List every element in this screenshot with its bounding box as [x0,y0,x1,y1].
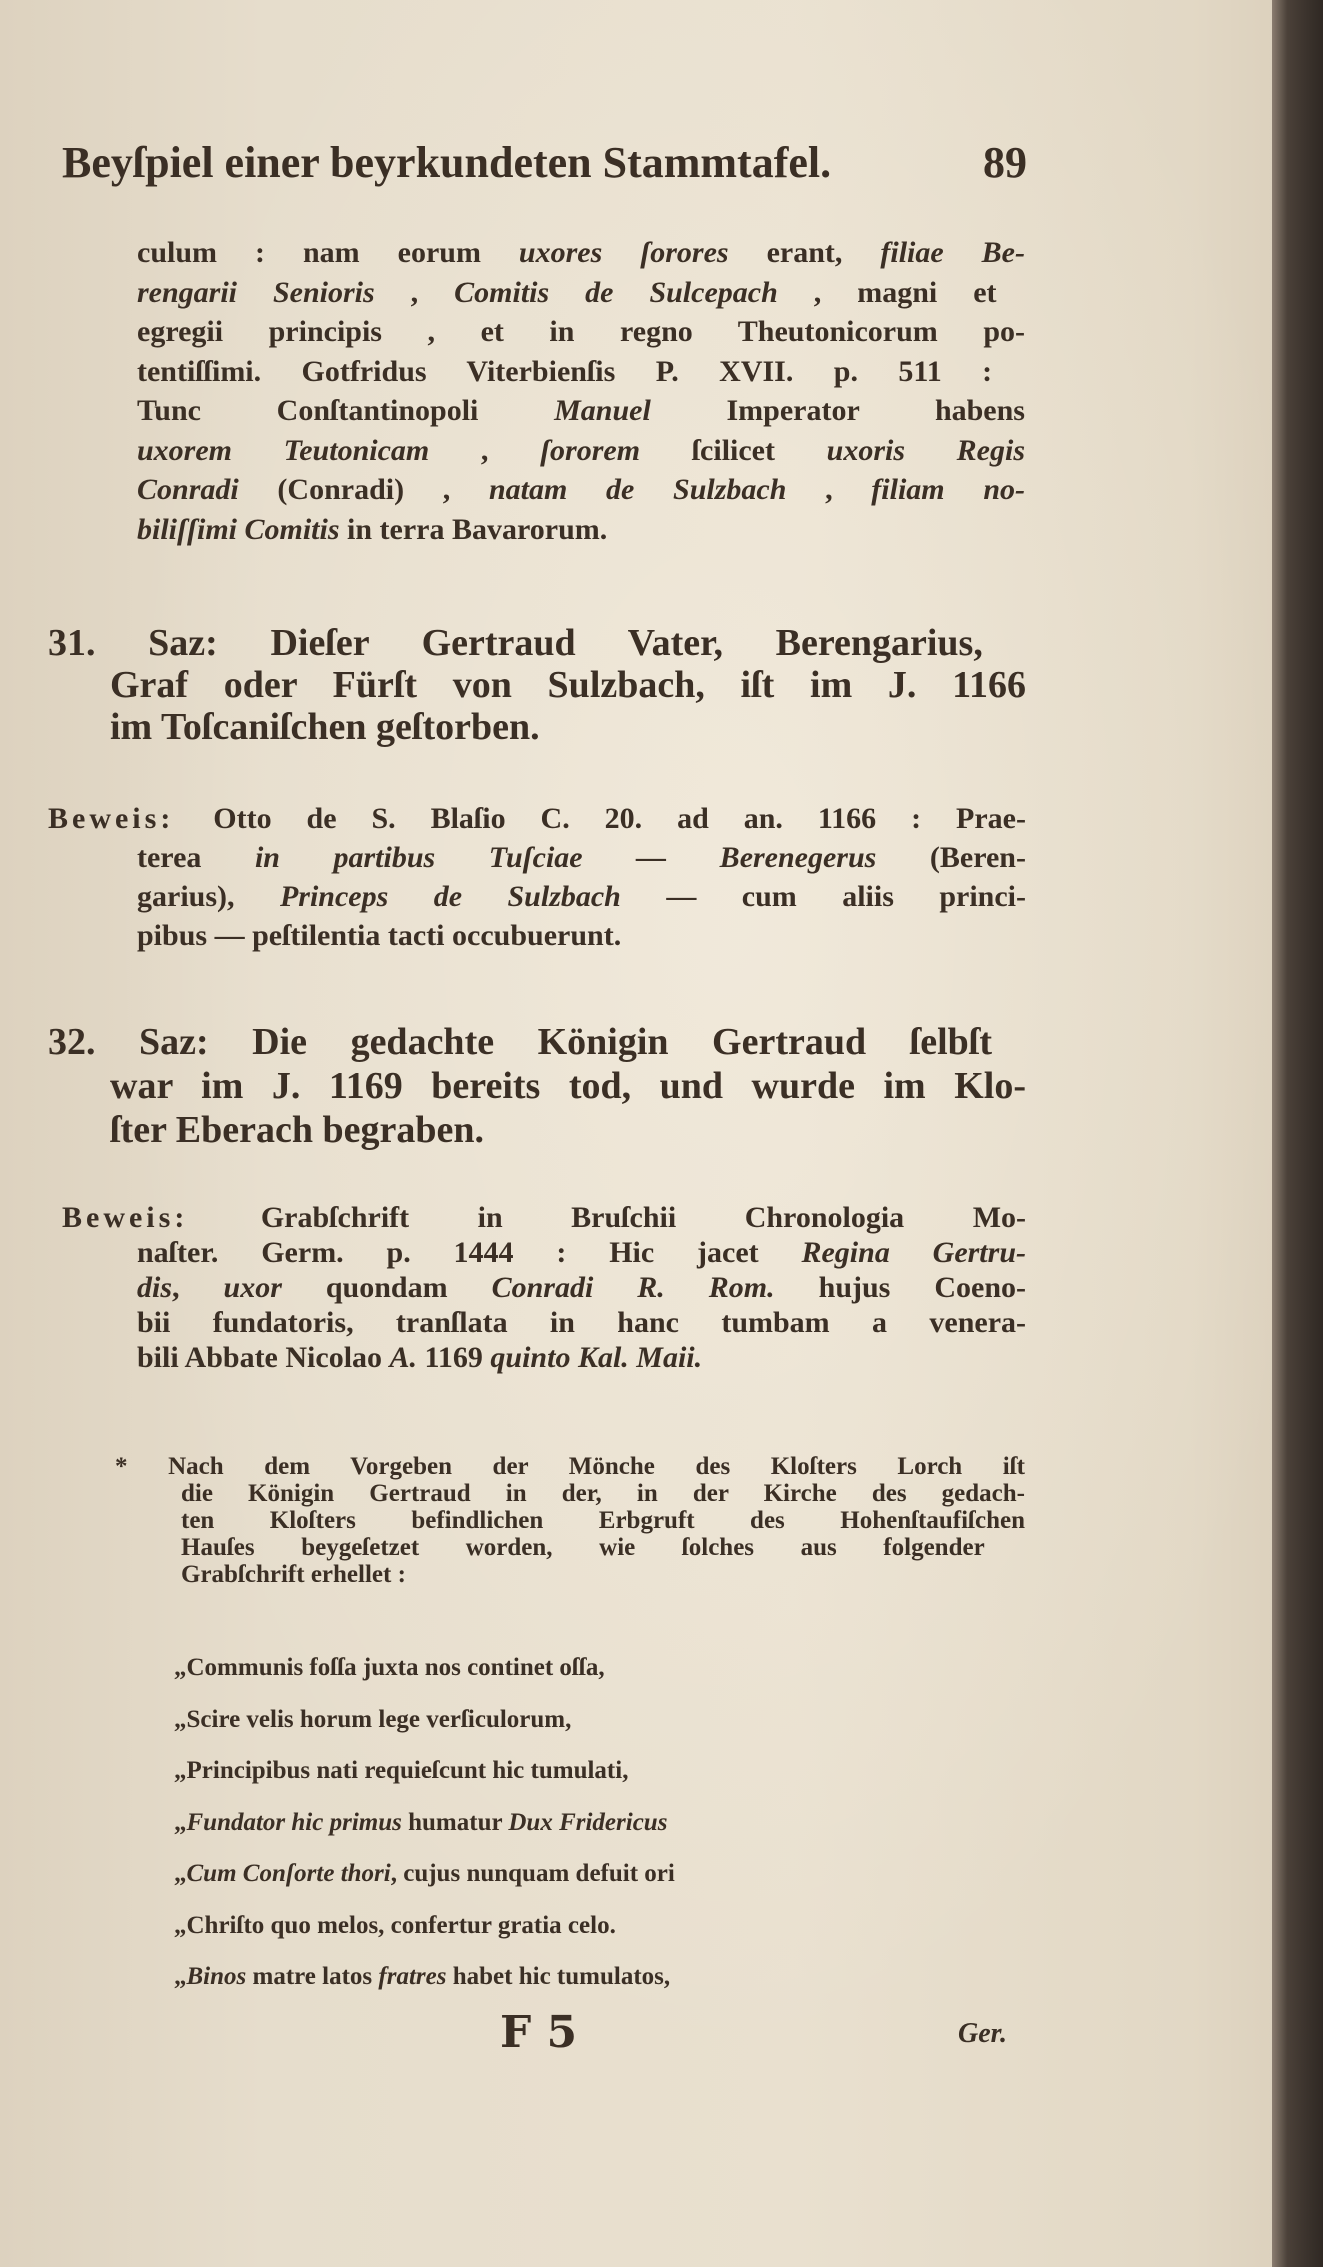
text-line [48,799,1026,838]
italic-text: Princeps de Sulzbach [279,880,621,913]
line-content [181,1480,1025,1507]
line-content [137,470,1025,510]
text-span: „Scire velis horum lege verſiculorum, [174,1705,572,1733]
text-line [62,1235,1026,1270]
italic-text: uxores ſorores [518,236,729,269]
italic-text: filiae Be- [880,236,1025,269]
italic-text: biliſſimi Comitis [137,512,340,546]
text-line [48,622,1026,664]
line-content [137,838,1026,877]
text-line [174,1642,934,1694]
line-content [48,1020,992,1064]
line-content [137,1270,1026,1305]
line-content [137,391,1025,431]
text-line [137,352,1025,392]
line-content [62,1200,1026,1235]
text-span: „ [174,1963,187,1990]
text-line [48,1020,1026,1064]
text-line [62,1270,1026,1305]
text-line [62,1305,1026,1340]
italic-text: Conradi R. Rom. [491,1271,775,1304]
text-span: humatur [401,1808,509,1836]
text-span: garius), [137,880,280,913]
page-number: 89 [983,138,1027,187]
proof-label: Beweis: [48,802,214,835]
text-span: , [172,1271,224,1304]
text-span: Hauſes beygeſetzet worden, wie ſolches aus folgender [181,1534,985,1561]
line-content [110,664,1026,706]
text-span: quondam [281,1271,492,1304]
line-content [48,799,1026,838]
text-span: Grabſchrift erhellet : [181,1561,406,1588]
line-content [181,1507,1025,1534]
line-content [174,1797,667,1849]
italic-text: uxoris Regis [826,433,1026,467]
signature-mark: F 5 [500,2007,578,2058]
text-line [48,664,1026,706]
text-line [115,1534,1025,1561]
text-line [115,1507,1025,1534]
text-line [48,1108,1026,1152]
line-content [137,273,997,313]
line-content [137,510,607,550]
text-span: tentiſſimi. Gotfridus Viterbienſis P. XVII. p. 511 : [137,354,993,388]
text-span: , magni et [777,275,997,309]
text-line [48,706,1026,748]
italic-text: dis [137,1271,173,1304]
text-line [48,877,1026,916]
italic-text: natam de Sulzbach [488,473,787,506]
italic-text: quinto Kal. Maii. [490,1341,703,1374]
line-content [137,312,1025,352]
line-content [137,1340,702,1375]
italic-text: Regina Gertru- [801,1236,1026,1269]
text-span: ſcilicet [640,433,827,467]
text-line [62,1200,1026,1235]
text-span: (Conradi) , [238,473,489,506]
latin-quote-continuation [137,233,1025,549]
line-content [137,233,1025,273]
line-content [115,1453,1025,1480]
text-line [48,916,1026,955]
text-span: — cum aliis princi- [620,880,1026,913]
proof-label: Beweis: [62,1201,261,1234]
text-span: im Toſcaniſchen geſtorben. [110,706,540,748]
text-span: , [429,433,541,467]
line-content [137,877,1026,916]
line-content [110,706,540,748]
italic-text: Manuel [554,394,651,427]
line-content [174,1745,628,1797]
text-line [115,1561,1025,1588]
line-content [137,352,992,392]
italic-text: filiam no- [871,473,1025,506]
text-span: die Königin Gertraud in der, in der Kirche des gedach- [181,1480,1025,1507]
text-span: naſter. Germ. p. 1444 : Hic jacet [137,1236,802,1269]
text-line [174,1745,934,1797]
text-span: war im J. 1169 bereits tod, und wurde im Klo- [110,1065,1026,1107]
text-line [137,312,1025,352]
text-span: in terra Bavarorum. [339,512,608,546]
footnote [115,1453,1025,1588]
text-span: egregii principis , et in regno Theutonicorum po- [137,315,1025,348]
italic-text: fratres [378,1963,447,1990]
text-line [115,1480,1025,1507]
text-span: bili Abbate Nicolao [137,1341,390,1374]
text-line [137,470,1025,510]
text-line [137,431,1025,471]
text-line [137,273,1025,313]
line-content [137,1305,1026,1340]
text-span: hujus Coeno- [774,1271,1027,1304]
text-span: bii fundatoris, tranſlata in hanc tumbam a venera- [137,1306,1026,1339]
line-content [174,1848,675,1900]
text-line [174,1951,934,2003]
proposition-32 [48,1020,1026,1152]
text-span: * Nach dem Vorgeben der Mönche des Kloſters Lorch iſt [115,1453,1025,1480]
text-span: ſter Eberach begraben. [110,1109,484,1151]
text-span: „Chriſto quo melos, confertur gratia celo. [174,1911,616,1939]
text-line [62,1340,1026,1375]
italic-text: ſororem [540,433,641,467]
text-span: erant, [728,236,881,269]
text-span: Graf oder Fürſt von Sulzbach, iſt im J. 1166 [110,664,1026,706]
italic-text: uxorem Teutonicam [137,433,430,467]
line-content [110,1108,484,1152]
italic-text: Cum Conſorte thori [186,1860,391,1887]
italic-text: Binos [186,1963,247,1990]
text-span: „ [174,1860,187,1887]
text-span: (Beren- [876,841,1026,874]
text-line [137,391,1025,431]
text-span: „Communis foſſa juxta nos continet oſſa, [174,1654,605,1681]
header-title: Beyſpiel einer beyrkundeten Stammtafel. [62,138,832,187]
line-content [137,916,621,955]
text-line [115,1453,1025,1480]
proof-31 [48,799,1026,955]
text-span: terea [137,841,255,874]
text-span: Otto de S. Blaſio C. 20. ad an. 1166 : Prae- [213,802,1026,835]
text-span: Tunc Conſtantinopoli [137,394,555,427]
text-span: ten Kloſters befindlichen Erbgruft des Hohenſtaufiſchen [181,1507,1025,1534]
text-line [48,838,1026,877]
text-line [174,1848,934,1900]
text-span: , [786,473,872,506]
line-content [174,1694,571,1746]
text-line [174,1797,934,1849]
italic-text: Dux Fridericus [508,1808,668,1836]
proposition-31 [48,622,1026,748]
text-span: „Principibus nati requieſcunt hic tumulati, [174,1757,629,1784]
text-span: „ [174,1808,187,1836]
italic-text: A. [389,1341,418,1374]
italic-text: Conradi [137,473,239,506]
text-span: , [374,275,455,309]
text-line [137,510,1025,550]
italic-text: rengarii Senioris [137,275,375,309]
text-span: culum : nam eorum [137,236,519,269]
text-span: 1169 [417,1341,491,1374]
text-span: 31. Saz: Dieſer Gertraud Vater, Berengarius, [48,622,983,664]
line-content [48,622,983,664]
text-line [48,1064,1026,1108]
text-line [174,1900,934,1952]
line-content [174,1951,670,2003]
line-content [137,1235,1026,1270]
line-content [174,1900,616,1952]
line-content [137,431,1025,471]
text-line [174,1694,934,1746]
text-span: Grabſchrift in Bruſchii Chronologia Mo- [260,1201,1026,1234]
line-content [181,1534,985,1561]
text-span: , cujus nunquam defuit ori [390,1860,675,1887]
text-line [137,233,1025,273]
text-span: Imperator habens [650,394,1025,427]
text-span: pibus — peſtilentia tacti occubuerunt. [137,919,622,952]
italic-text: in partibus Tuſciae — Berenegerus [254,841,877,874]
proof-32 [62,1200,1026,1375]
italic-text: Comitis de Sulcepach [454,275,778,309]
catchword: Ger. [958,2018,1007,2049]
line-content [110,1064,1026,1108]
text-span: matre latos [246,1963,379,1990]
text-span: 32. Saz: Die gedachte Königin Gertraud ſelbſt [48,1021,992,1063]
italic-text: uxor [223,1271,282,1304]
epitaph-verses [174,1642,934,2003]
text-span: habet hic tumulatos, [446,1963,671,1990]
running-header [62,133,1027,193]
line-content [181,1561,406,1588]
line-content [174,1642,605,1694]
book-binding-edge [1272,0,1323,2267]
italic-text: Fundator hic primus [186,1808,402,1836]
